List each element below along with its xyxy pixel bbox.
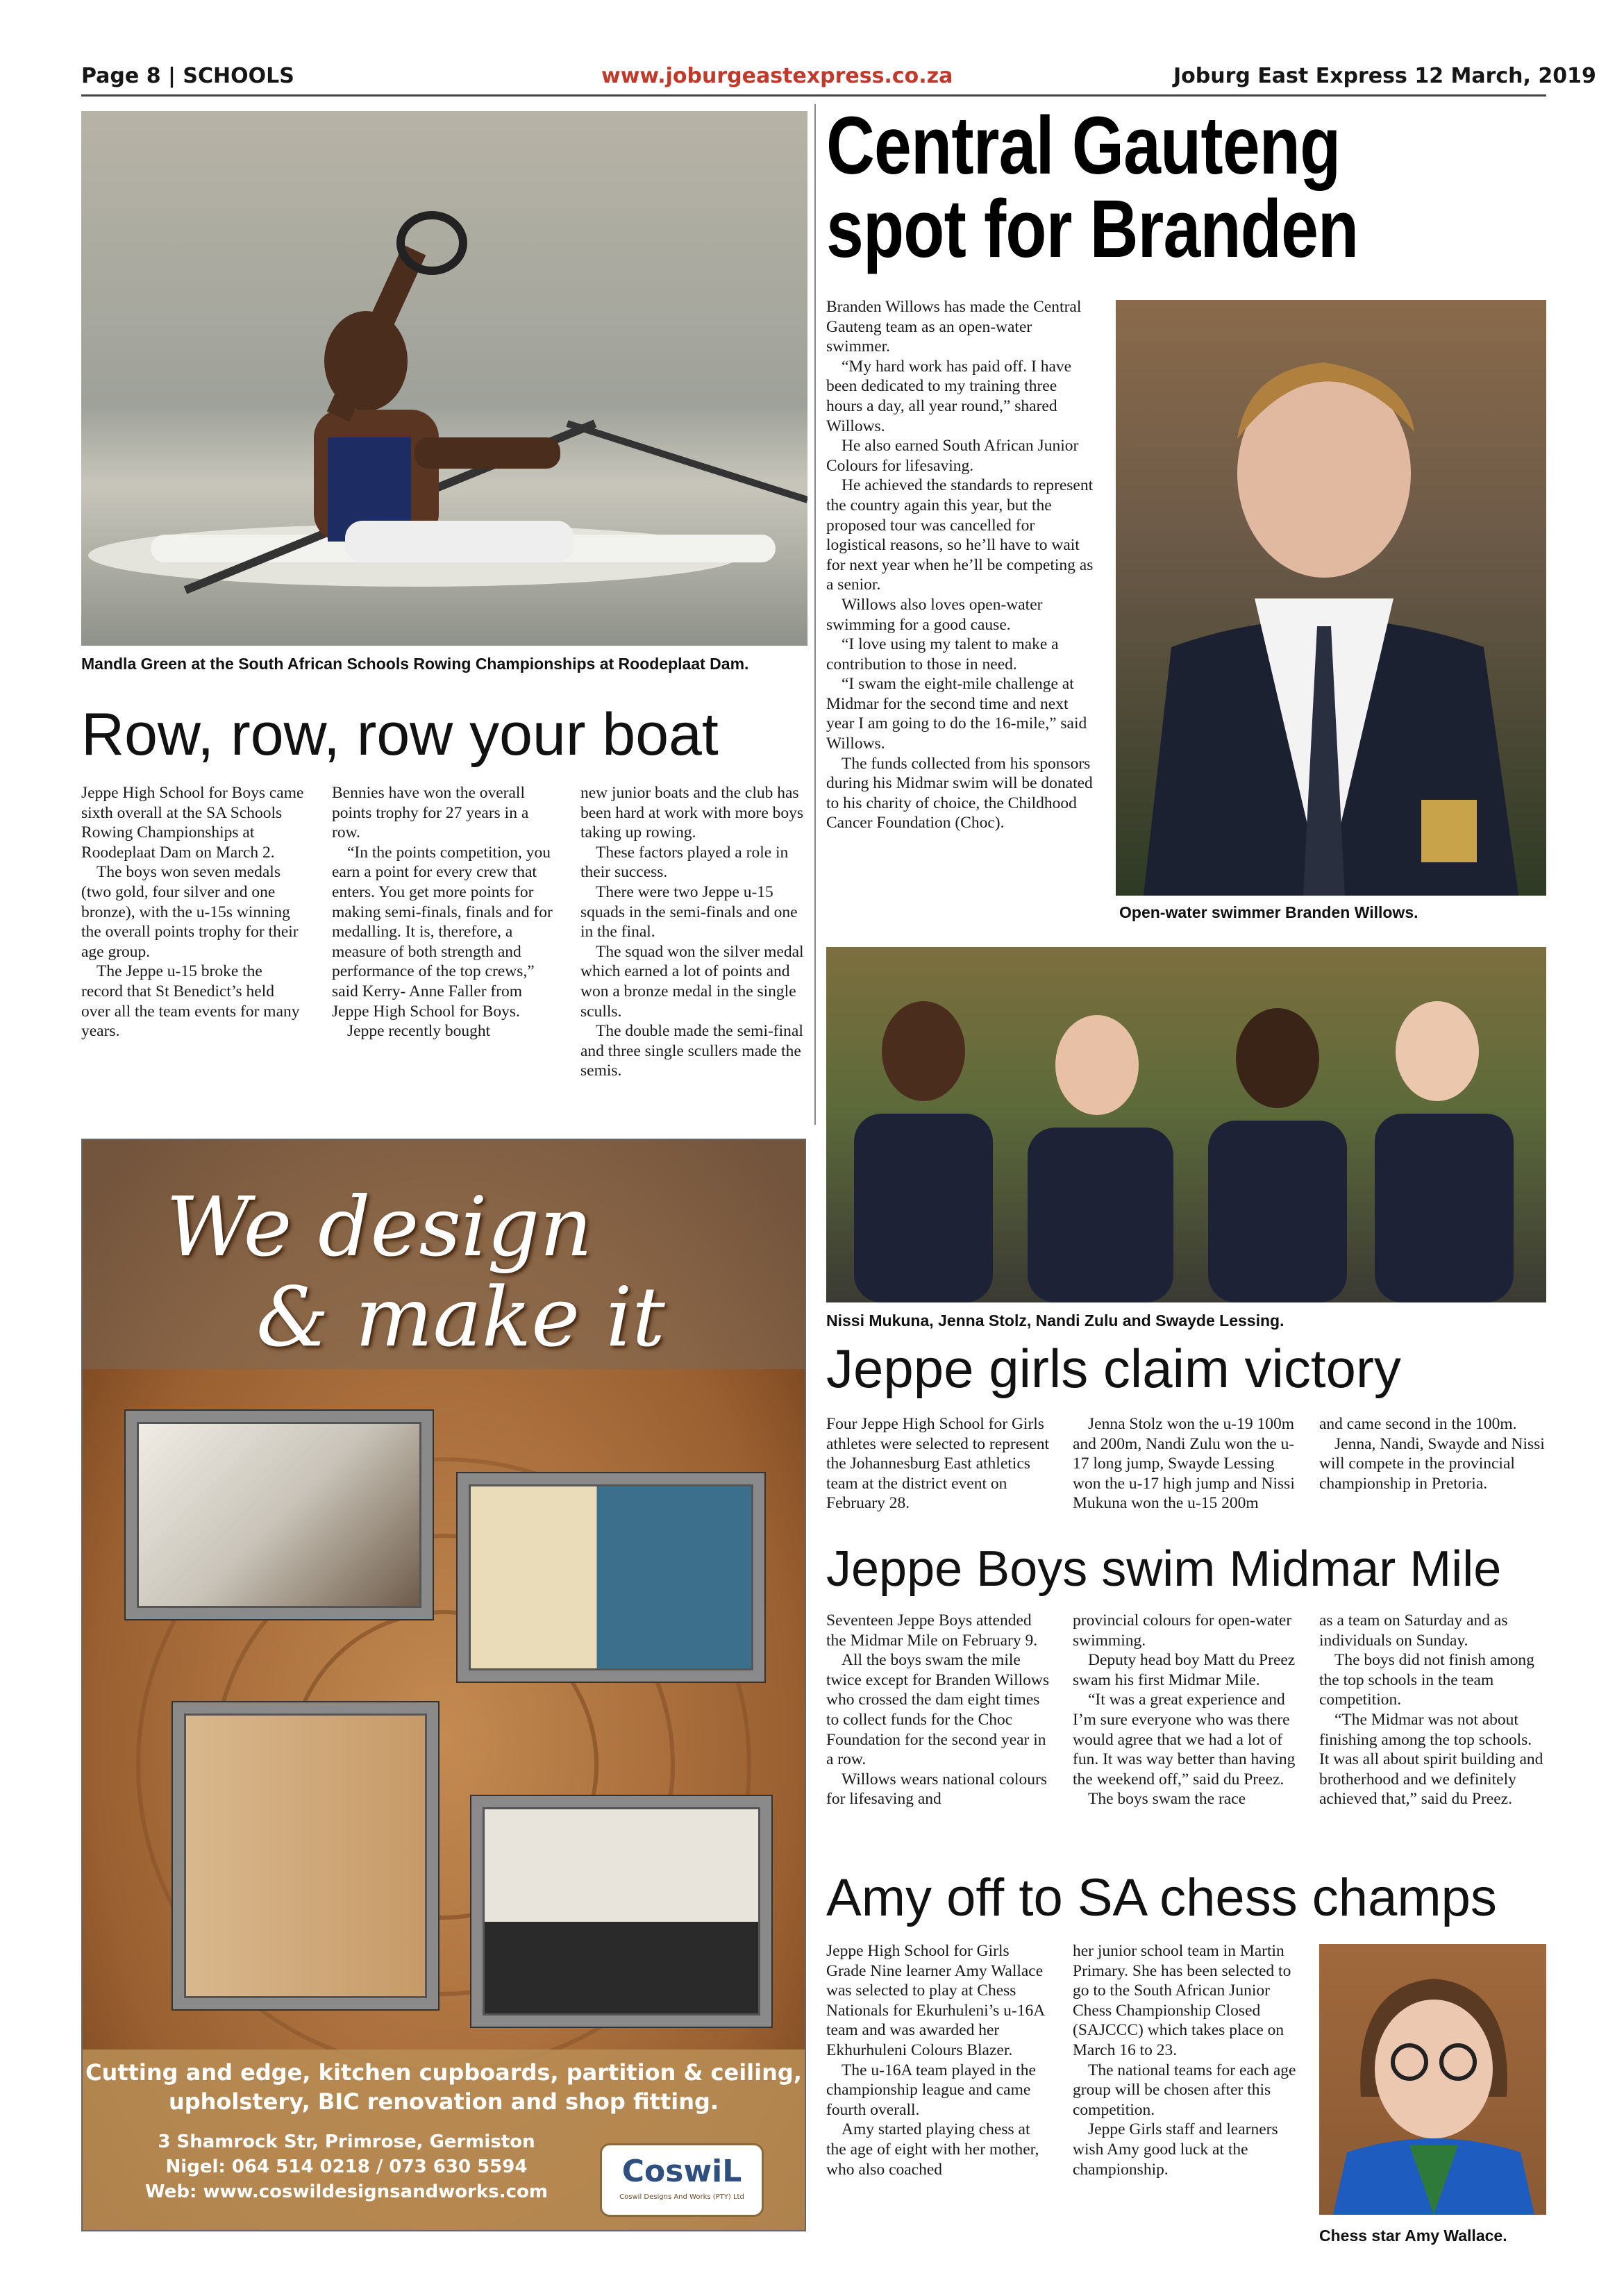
branden-article-body: [826, 297, 1094, 833]
branden-photo: [1116, 300, 1546, 896]
branden-headline-line1: Central Gauteng: [826, 100, 1341, 192]
girls-article-col1: [826, 1414, 1052, 1514]
paragraph: The u-16A team played in the championship league and came fourth overall.: [826, 2061, 1036, 2119]
paragraph: The boys swam the race: [1088, 1790, 1246, 1809]
paragraph: Jeppe High School for Girls Grade Nine learner Amy Wallace was selected to play at Chess Nationals for Ekurhuleni’s u-16A team and was awarded her Ekhurhuleni Colours Blazer.: [826, 1942, 1044, 2059]
advert-slogan-line2: & make it: [256, 1269, 665, 1365]
row-article-col1: [81, 783, 307, 1041]
paragraph: The double made the semi-final and three single scullers made the semis.: [580, 1022, 803, 1080]
paragraph: He also earned South African Junior Colours for lifesaving.: [826, 437, 1079, 475]
paragraph: Deputy head boy Matt du Preez swam his first Midmar Mile.: [1073, 1651, 1296, 1689]
coswil-logo-text: CoswiL: [621, 2154, 742, 2189]
paragraph: provincial colours for open-water swimming.: [1073, 1611, 1292, 1650]
paragraph: The national teams for each age group will be chosen after this competition.: [1073, 2061, 1296, 2119]
rower-illustration: [81, 111, 807, 646]
paragraph: “My hard work has paid off. I have been dedicated to my training three hours a day, all year round,” shared Willows.: [826, 357, 1072, 435]
paragraph: Jeppe recently bought: [347, 1022, 491, 1041]
girls-photo-caption: Nissi Mukuna, Jenna Stolz, Nandi Zulu and Swayde Lessing.: [826, 1312, 1284, 1330]
cupboards-photo-frame: [173, 1702, 438, 2009]
column-divider: [814, 104, 816, 1125]
amy-wallace-photo: [1319, 1944, 1546, 2215]
row-article-col3: [580, 783, 806, 1081]
coswil-logo: [600, 2143, 764, 2217]
amy-illustration: [1319, 1944, 1546, 2215]
paragraph: “I love using my talent to make a contribution to those in need.: [826, 635, 1059, 673]
masthead-rule: [81, 94, 1546, 97]
paragraph: He achieved the standards to represent the country again this year, but the proposed tour was cancelled for logistical reasons, so he’ll have to wait for next year when he’ll be competing as a senior.: [826, 476, 1094, 594]
paper-issue-date: Joburg East Express 12 March, 2019: [1173, 64, 1596, 88]
paragraph: The Jeppe u-15 broke the record that St Benedict’s held over all the team events for many years.: [81, 962, 300, 1041]
chess-article-col1: [826, 1941, 1052, 2179]
paragraph: The squad won the silver medal which earned a lot of points and won a bronze medal in the single sculls.: [580, 942, 804, 1021]
row-headline: Row, row, row your boat: [81, 701, 719, 768]
website-link[interactable]: www.joburgeastexpress.co.za: [601, 64, 953, 88]
rowing-photo: [81, 111, 807, 646]
midmar-article-col2: [1073, 1611, 1298, 1809]
paragraph: Amy started playing chess at the age of eight with her mother, who also coached: [826, 2120, 1039, 2179]
kitchen-units-photo-frame: [471, 1796, 771, 2027]
paragraph: “I swam the eight-mile challenge at Midmar for the second time and next year I am going to do the 16-mile,” said Willows.: [826, 675, 1087, 753]
jeppe-girls-photo: [826, 947, 1546, 1302]
branden-photo-caption: Open-water swimmer Branden Willows.: [1119, 903, 1418, 921]
paragraph: Branden Willows has made the Central Gauteng team as an open-water swimmer.: [826, 298, 1082, 356]
paragraph: new junior boats and the club has been hard at work with more boys taking up rowing.: [580, 784, 804, 842]
paragraph: and came second in the 100m.: [1319, 1415, 1517, 1433]
paragraph: These factors played a role in their success.: [580, 843, 789, 882]
advert-address: 3 Shamrock Str, Primrose, Germiston: [158, 2131, 535, 2152]
row-article-col2: [332, 783, 558, 1041]
paragraph: Jeppe Girls staff and learners wish Amy good luck at the championship.: [1073, 2120, 1278, 2179]
paragraph: her junior school team in Martin Primary. She has been selected to go to the South African Junior Chess Championship Closed (SAJCCC) which takes place on March 16 to 23.: [1073, 1942, 1291, 2059]
girls-headline: Jeppe girls claim victory: [826, 1338, 1401, 1399]
girls-illustration: [826, 947, 1546, 1302]
page-section-label: Page 8 | SCHOOLS: [81, 64, 294, 88]
paragraph: “In the points competition, you earn a point for every crew that enters. You get more points for making semi-finals, finals and for medalling. It is, therefore, a measure of both strength and performance of the top crews,” said Kerry- Anne Faller from Jeppe High School for Boys.: [332, 843, 553, 1021]
paragraph: The boys did not finish among the top schools in the team competition.: [1319, 1651, 1534, 1709]
branden-headline-line2: spot for Branden: [826, 183, 1359, 275]
paragraph: There were two Jeppe u-15 squads in the semi-finals and one in the final.: [580, 882, 798, 941]
rowing-photo-caption: Mandla Green at the South African Schools Rowing Championships at Roodeplaat Dam.: [81, 655, 749, 673]
girls-article-col3: [1319, 1414, 1545, 1493]
paragraph: The boys won seven medals (two gold, four silver and one bronze), with the u-15s winning the overall points trophy for their age group.: [81, 863, 299, 961]
paragraph: Seventeen Jeppe Boys attended the Midmar Mile on February 9.: [826, 1611, 1038, 1650]
advert-phone[interactable]: Nigel: 064 514 0218 / 073 630 5594: [165, 2156, 528, 2177]
girls-article-col2: [1073, 1414, 1298, 1514]
coswil-logo-subtitle: Coswil Designs And Works (PTY) Ltd: [619, 2193, 744, 2201]
paragraph: Willows wears national colours for lifesaving and: [826, 1770, 1047, 1809]
cottage-photo-frame: [458, 1473, 764, 1682]
paragraph: Willows also loves open-water swimming for a good cause.: [826, 595, 1043, 634]
midmar-article-col3: [1319, 1611, 1545, 1809]
paragraph: Jenna Stolz won the u-19 100m and 200m, Nandi Zulu won the u-17 long jump, Swayde Lessing won the u-17 high jump and Nissi Mukuna won the u-15 200m: [1073, 1415, 1295, 1513]
chess-headline: Amy off to SA chess champs: [826, 1868, 1497, 1927]
paragraph: Jenna, Nandi, Swayde and Nissi will compete in the provincial championship in Pretoria.: [1319, 1434, 1545, 1493]
midmar-headline: Jeppe Boys swim Midmar Mile: [826, 1541, 1502, 1597]
paragraph: “The Midmar was not about finishing among the top schools. It was all about spirit building and brotherhood and we definitely achieved that,” said du Preez.: [1319, 1710, 1543, 1809]
advert-services-line2: upholstery, BIC renovation and shop fitting.: [168, 2088, 719, 2115]
paragraph: Four Jeppe High School for Girls athletes were selected to represent the Johannesburg East athletics team at the district event on February 28.: [826, 1415, 1050, 1513]
paragraph: “It was a great experience and I’m sure everyone who was there would agree that we had a lot of fun. It was way better than having the weekend off,” said du Preez.: [1073, 1691, 1296, 1788]
kitchen-photo-frame: [126, 1411, 433, 1619]
paragraph: The funds collected from his sponsors during his Midmar swim will be donated to his charity of choice, the Childhood Cancer Foundation (Choc).: [826, 754, 1093, 832]
midmar-article-col1: [826, 1611, 1052, 1809]
advert-website[interactable]: Web: www.coswildesignsandworks.com: [145, 2181, 548, 2202]
paragraph: Jeppe High School for Boys came sixth overall at the SA Schools Rowing Championships at Roodeplaat Dam on March 2.: [81, 784, 304, 862]
advert-slogan-line1: We design: [166, 1179, 593, 1275]
branden-illustration: [1116, 300, 1546, 896]
paragraph: as a team on Saturday and as individuals on Sunday.: [1319, 1611, 1508, 1650]
amy-photo-caption: Chess star Amy Wallace.: [1319, 2227, 1507, 2245]
paragraph: All the boys swam the mile twice except for Branden Willows who crossed the dam eight times to collect funds for the Choc Foundation for the second year in a row.: [826, 1651, 1049, 1769]
chess-article-col2: [1073, 1941, 1298, 2179]
paragraph: Bennies have won the overall points trophy for 27 years in a row.: [332, 784, 529, 842]
coswil-advert: [81, 1139, 806, 2231]
advert-services-line1: Cutting and edge, kitchen cupboards, partition & ceiling,: [85, 2059, 802, 2086]
